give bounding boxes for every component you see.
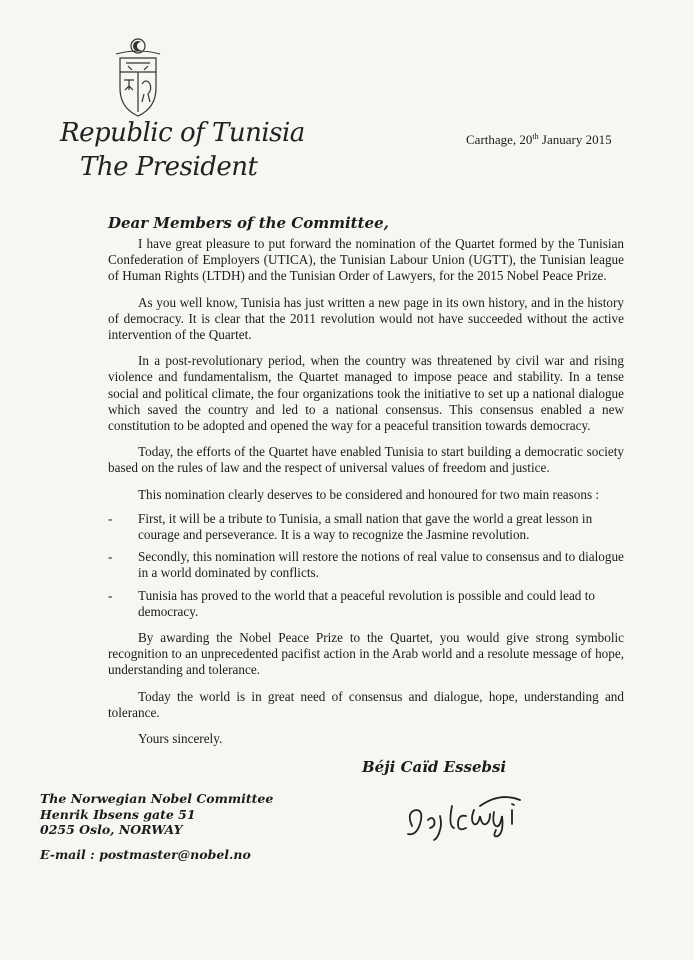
salutation: Dear Members of the Committee, xyxy=(108,214,389,232)
list-item: - Secondly, this nomination will restore the notions of real value to consensus and to dialogue in a world dominated by conflicts. xyxy=(108,549,624,581)
letterhead-president: The President xyxy=(80,152,258,182)
paragraph-world-need: Today the world is in great need of consensus and dialogue, hope, understanding and tolerance. xyxy=(108,688,624,720)
recipient-city: 0255 Oslo, NORWAY xyxy=(40,822,183,837)
reasons-list xyxy=(108,511,624,620)
date-line xyxy=(466,132,612,148)
tunisia-coat-of-arms-icon xyxy=(112,36,164,120)
recipient-committee: The Norwegian Nobel Committee xyxy=(40,791,274,806)
signature-icon xyxy=(394,776,574,856)
list-item: - First, it will be a tribute to Tunisia, a small nation that gave the world a great lesson in courage and perseverance. It is a way to recognize the Jasmine revolution. xyxy=(108,511,624,543)
closing: Yours sincerely. xyxy=(138,731,223,747)
letterhead-republic: Republic of Tunisia xyxy=(60,118,305,148)
letter-body xyxy=(108,236,624,747)
recipient-email: E-mail : postmaster@nobel.no xyxy=(40,846,251,862)
date-prefix: Carthage, 20 xyxy=(466,132,533,147)
list-item: - Tunisia has proved to the world that a peaceful revolution is possible and could lead to democracy. xyxy=(108,588,624,620)
paragraph-two-reasons: This nomination clearly deserves to be considered and honoured for two main reasons : xyxy=(138,486,600,502)
recipient-street: Henrik Ibsens gate 51 xyxy=(40,806,196,822)
paragraph-post-revolution: In a post-revolutionary period, when the country was threatened by civil war and rising violence and fundamentalism, the Quartet managed to impose peace and stability. In a tense social and political climate, the four organizations took the initiative to set up a national dialogue which saved the country and led to a national consensus. This consensus enabled a new constitution to be adopted and opened the way for a peaceful transition towards democracy. xyxy=(108,353,624,434)
paragraph-democratic-society: Today, the efforts of the Quartet have enabled Tunisia to start building a democratic society based on the rules of law and the respect of universal values of freedom and justice. xyxy=(108,444,624,476)
paragraph-award: By awarding the Nobel Peace Prize to the Quartet, you would give strong symbolic recognition to an unprecedented pacifist action in the Arab world and a resolute message of hope, understanding and tolerance. xyxy=(108,630,624,678)
paragraph-history: As you well know, Tunisia has just written a new page in its own history, and in the history of democracy. It is clear that the 2011 revolution would not have succeeded without the active intervention of the Quartet. xyxy=(108,294,624,343)
paragraph-nomination: I have great pleasure to put forward the nomination of the Quartet formed by the Tunisian Confederation of Employers (UTICA), the Tunisian Labour Union (UGTT), the Tunisian league of Human Rights (LTDH) and the Tunisian Order of Lawyers, for the 2015 Nobel Peace Prize. xyxy=(108,236,624,284)
recipient-address xyxy=(40,791,273,862)
date-ordinal: th xyxy=(532,132,539,141)
letterhead xyxy=(60,118,305,182)
signatory-name: Béji Caïd Essebsi xyxy=(362,758,507,776)
date-suffix: January 2015 xyxy=(538,132,612,147)
